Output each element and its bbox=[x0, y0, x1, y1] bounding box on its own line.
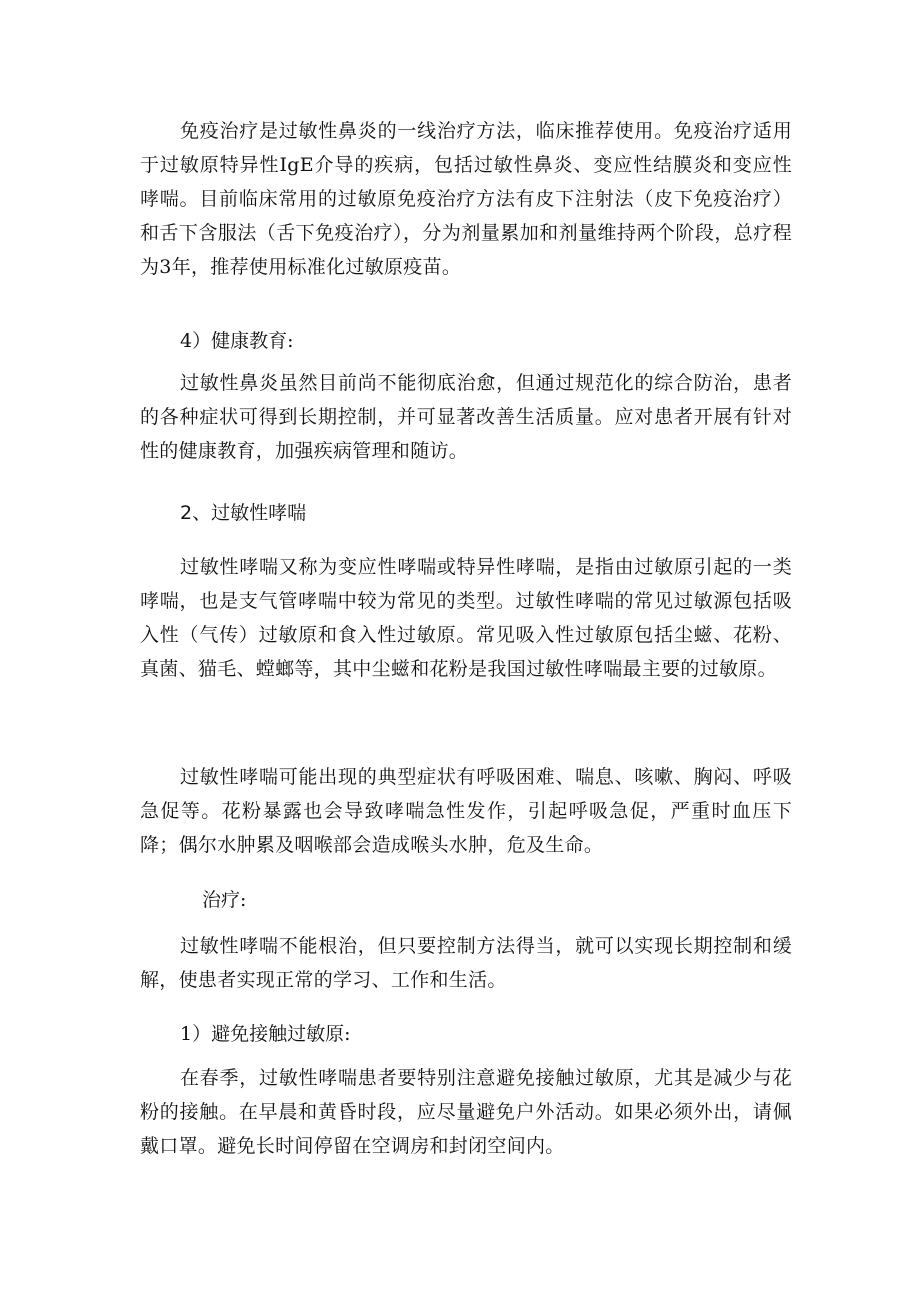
heading-health-education: 4）健康教育: bbox=[180, 330, 294, 352]
heading-avoid-allergens: 1）避免接触过敏原: bbox=[180, 1023, 351, 1045]
paragraph-avoid-allergens: 在春季，过敏性哮喘患者要特别注意避免接触过敏原，尤其是减少与花粉的接触。在早晨和黄昏时段，应尽量避免户外活动。如果必须外出，请佩戴口罩。避免长时间停留在空调房和封闭空间内。 bbox=[140, 1067, 792, 1157]
paragraph-asthma-symptoms: 过敏性哮喘可能出现的典型症状有呼吸困难、喘息、咳嗽、胸闷、呼吸急促等。花粉暴露也会导致哮喘急性发作，引起呼吸急促，严重时血压下降；偶尔水肿累及咽喉部会造成喉头水肿，危及生命。 bbox=[140, 766, 792, 856]
heading-allergic-asthma: 2、过敏性哮喘 bbox=[180, 502, 307, 524]
paragraph-health-education: 过敏性鼻炎虽然目前尚不能彻底治愈，但通过规范化的综合防治，患者的各种症状可得到长期控制，并可显著改善生活质量。应对患者开展有针对性的健康教育，加强疾病管理和随访。 bbox=[140, 372, 792, 462]
paragraph-immunotherapy: 免疫治疗是过敏性鼻炎的一线治疗方法，临床推荐使用。免疫治疗适用于过敏原特异性IgE介导的疾病，包括过敏性鼻炎、变应性结膜炎和变应性哮喘。目前临床常用的过敏原免疫治疗方法有皮下注射法（皮下免疫治疗）和舌下含服法（舌下免疫治疗），分为剂量累加和剂量维持两个阶段，总疗程为3年，推荐使用标准化过敏原疫苗。 bbox=[140, 120, 792, 278]
heading-treatment: 治疗: bbox=[202, 889, 247, 911]
paragraph-asthma-definition: 过敏性哮喘又称为变应性哮喘或特异性哮喘，是指由过敏原引起的一类哮喘，也是支气管哮喘中较为常见的类型。过敏性哮喘的常见过敏源包括吸入性（气传）过敏原和食入性过敏原。常见吸入性过敏原包括尘螆、花粉、真菌、猫毛、螳螂等，其中尘螆和花粉是我国过敏性哮喘最主要的过敏原。 bbox=[140, 556, 792, 680]
paragraph-treatment: 过敏性哮喘不能根治，但只要控制方法得当，就可以实现长期控制和缓解，使患者实现正常的学习、工作和生活。 bbox=[140, 935, 792, 991]
